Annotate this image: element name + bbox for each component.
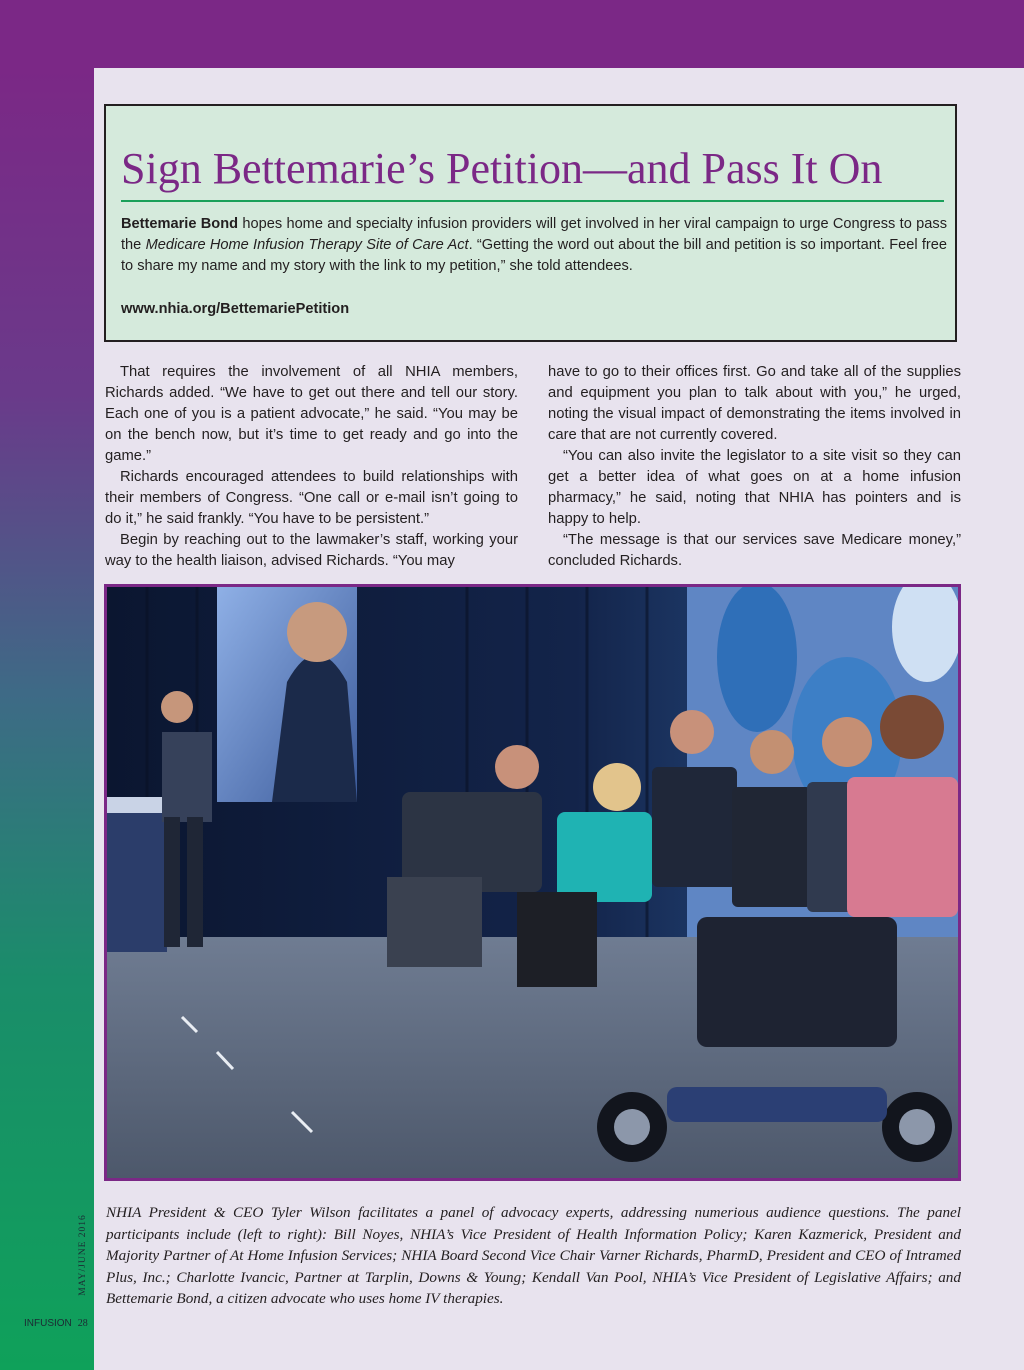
sidebar-title: Sign Bettemarie’s Petition—and Pass It On <box>121 144 883 193</box>
article-paragraph: “You can also invite the legislator to a site visit so they can get a better idea of what goes on at a home infusion pharmacy,” he said, noting that NHIA has pointers and is happy to help. <box>548 448 961 527</box>
sidebar-intro-text-2: . “Getting the word out about the bill and petition is so important. Feel free to share my name and my story with the link to my petition,” she told attendees. <box>121 237 948 274</box>
petition-link[interactable]: www.nhia.org/BettemariePetition <box>121 301 350 317</box>
panel-photo-illustration <box>107 587 958 1178</box>
top-color-band <box>0 0 1024 68</box>
sidebar-intro-name: Bettemarie Bond <box>121 216 239 232</box>
side-color-band <box>0 68 94 1370</box>
sidebar-intro <box>121 214 947 277</box>
sidebar-title-rule <box>121 200 944 202</box>
sidebar-act-name: Medicare Home Infusion Therapy Site of Care Act <box>145 237 469 253</box>
panel-photo <box>104 584 961 1181</box>
article-paragraph: Richards encouraged attendees to build relationships with their members of Congress. “One call or e-mail isn’t going to do it,” he said frankly. “You have to be persistent.” <box>105 469 518 527</box>
petition-sidebar-box <box>104 104 957 342</box>
article-paragraph: “The message is that our services save Medicare money,” concluded Richards. <box>548 532 961 569</box>
page-footer <box>24 1318 88 1329</box>
photo-caption: NHIA President & CEO Tyler Wilson facilitates a panel of advocacy experts, addressing numerious audience questions. The panel participants include (left to right): Bill Noyes, NHIA’s Vice President of Health Information Policy; Karen Kazmerick, President and Majority Partner of At Home Infusion Services; NHIA Board Second Vice Chair Varner Richards, PharmD, President and CEO of Intramed Plus, Inc.; Charlotte Ivancic, Partner at Tarplin, Downs & Young; Kendall Van Pool, NHIA’s Vice President of Legislative Affairs; and Bettemarie Bond, a citizen advocate who uses home IV therapies. <box>106 1204 961 1307</box>
page-number: 28 <box>77 1318 88 1329</box>
magazine-name: INFUSION <box>24 1318 72 1329</box>
article-paragraph-continued: have to go to their offices first. Go and take all of the supplies and equipment you plan to talk about with you,” he urged, noting the visual impact of demonstrating the items involved in care that are not currently covered. <box>548 364 961 443</box>
article-column-left <box>105 362 518 572</box>
issue-date: MAY/JUNE 2016 <box>78 1214 88 1296</box>
article-column-right <box>548 362 961 572</box>
sidebar-intro-text-1: hopes home and specialty infusion providers will get involved in her viral campaign to urge Congress to pass the <box>121 216 947 253</box>
article-paragraph: Begin by reaching out to the lawmaker’s staff, working your way to the health liaison, advised Richards. “You may <box>105 532 518 569</box>
article-paragraph: That requires the involvement of all NHIA members, Richards added. “We have to get out there and tell our story. Each one of you is a patient advocate,” he said. “You may be on the bench now, but it’s time to get ready and go into the game.” <box>105 364 518 464</box>
